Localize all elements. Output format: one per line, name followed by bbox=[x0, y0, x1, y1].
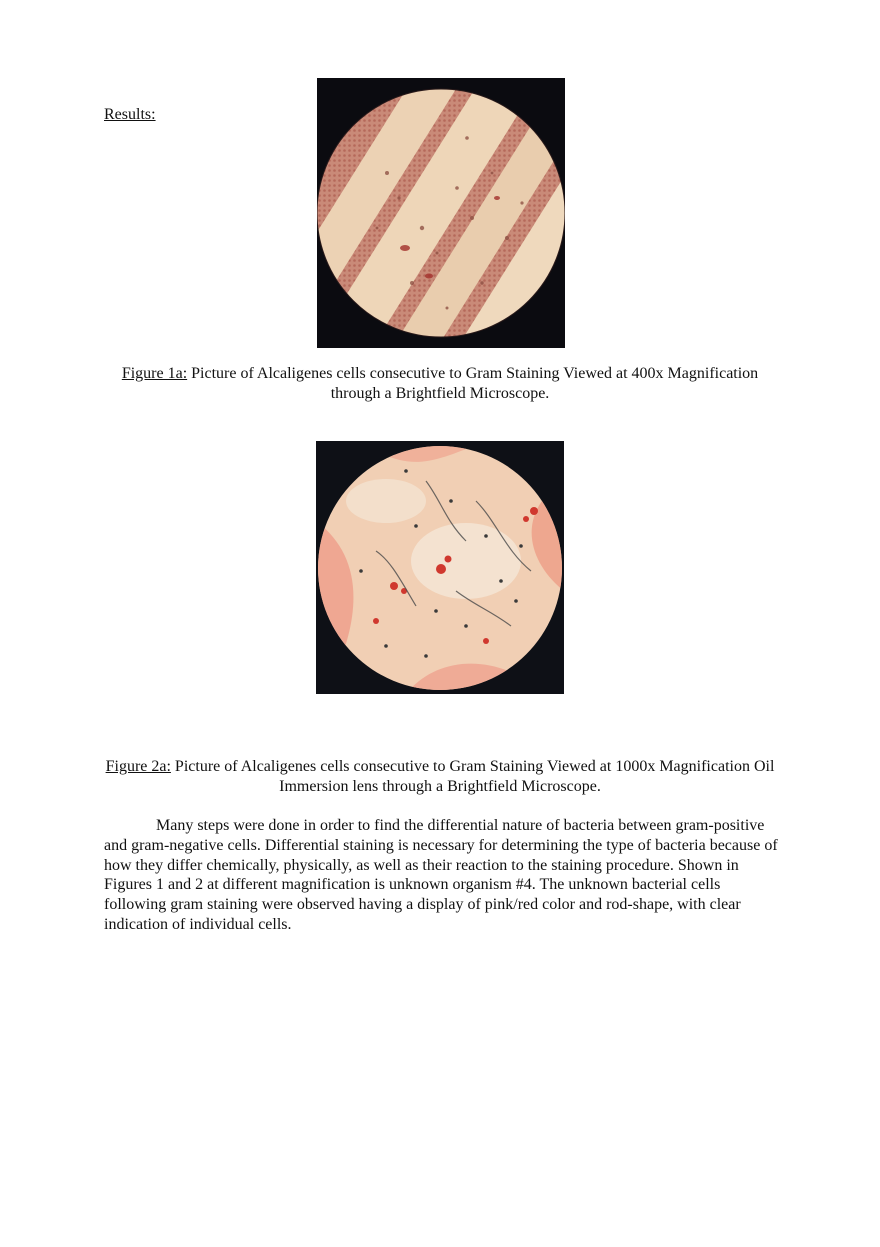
figure-2a-caption bbox=[104, 757, 776, 797]
micrograph-400x-image bbox=[317, 78, 565, 348]
figure-1a-label: Figure 1a: bbox=[121, 365, 188, 382]
results-paragraph bbox=[104, 816, 778, 935]
figure-2a-label: Figure 2a: bbox=[105, 758, 171, 775]
figure-1a-caption bbox=[104, 364, 776, 404]
figure-1a-caption-text: Picture of Alcaligenes cells consecutive to Gram Staining Viewed at 400x Magnification through a Brightfield Microscope. bbox=[187, 365, 759, 402]
results-heading: Results: bbox=[104, 106, 156, 123]
figure-2a-caption-text: Picture of Alcaligenes cells consecutive to Gram Staining Viewed at 1000x Magnification Oil Immersion lens through a Brightfield Microscope. bbox=[170, 758, 775, 795]
micrograph-1000x-image bbox=[316, 441, 564, 694]
results-paragraph-text: Many steps were done in order to find the differential nature of bacteria between gram-positive and gram-negative cells. Differential staining is necessary for determining the type of bacteria because of how they differ chemically, physically, as well as their reaction to the staining procedure. Shown in Figures 1 and 2 at different magnification is unknown organism #4. The unknown bacterial cells following gram staining were observed having a display of pink/red color and rod-shape, with clear indication of individual cells. bbox=[104, 817, 778, 933]
